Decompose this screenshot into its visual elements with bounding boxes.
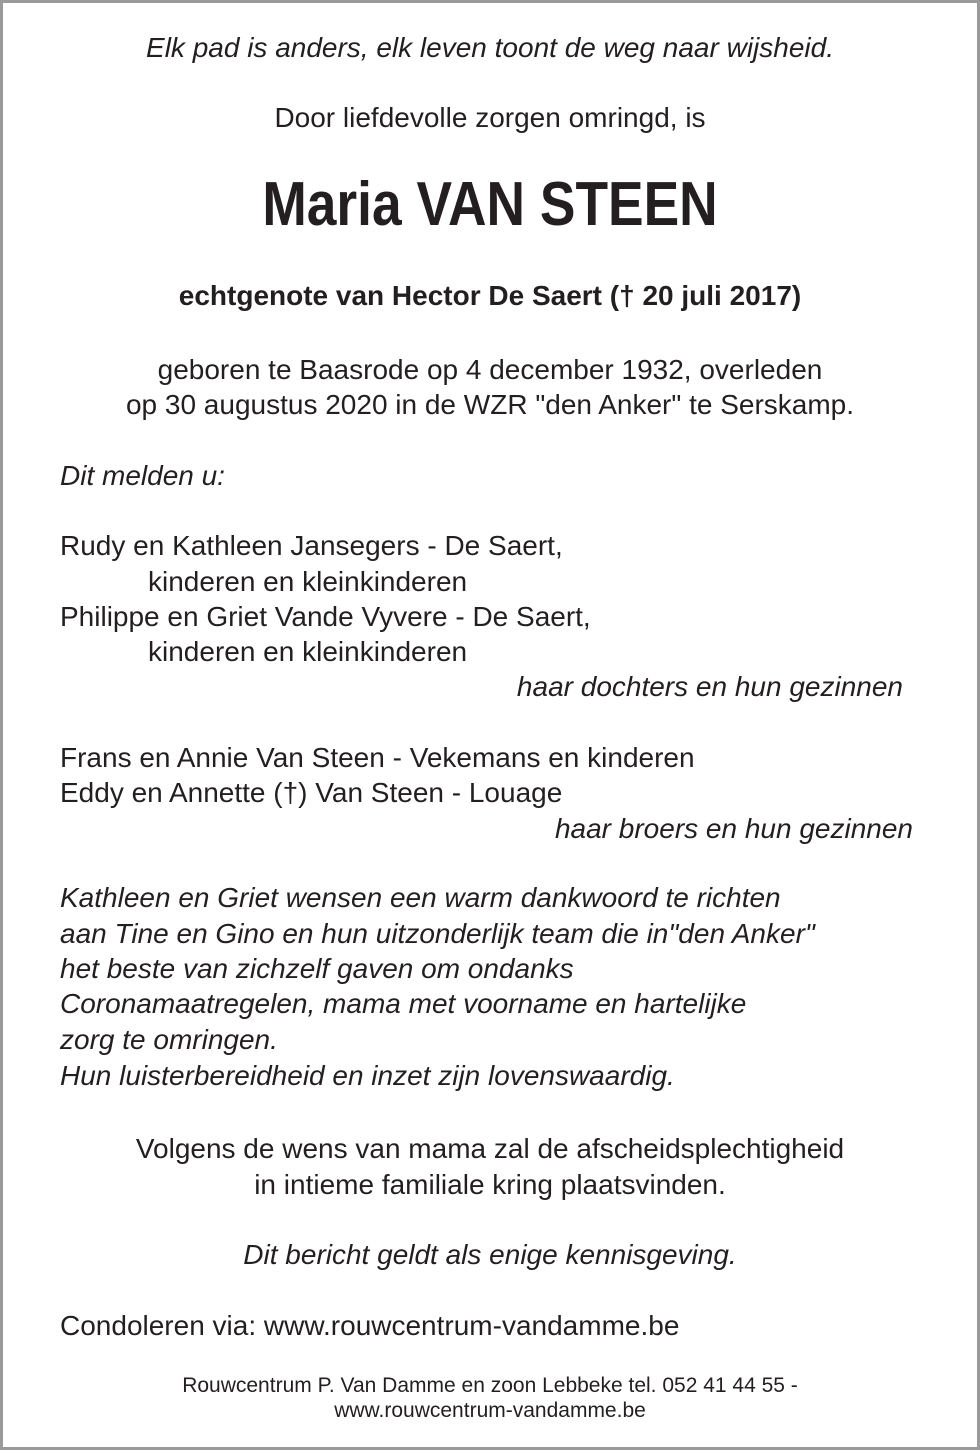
notice: Dit bericht geldt als enige kennisgeving. (243, 1239, 737, 1270)
death-line: op 30 augustus 2020 in de WZR "den Anker" te Serskamp. (125, 389, 855, 420)
ceremony-line: in intieme familiale kring plaatsvinden. (254, 1169, 726, 1200)
family-line: Eddy en Annette (†) Van Steen - Louage (60, 777, 563, 808)
spouse-line: echtgenote van Hector De Saert († 20 juli 2017) (178, 280, 802, 311)
ceremony-line: Volgens de wens van mama zal de afscheidsplechtigheid (135, 1133, 845, 1164)
thanks-line: Coronamaatregelen, mama met voorname en hartelijke (60, 988, 747, 1019)
intro: Door liefdevolle zorgen omringd, is (274, 102, 706, 133)
condolences: Condoleren via: www.rouwcentrum-vandamme.be (60, 1310, 680, 1341)
thanks-line: Hun luisterbereidheid en inzet zijn lovenswaardig. (60, 1060, 675, 1091)
brothers-relation: haar broers en hun gezinnen (554, 813, 913, 844)
motto: Elk pad is anders, elk leven toont de weg naar wijsheid. (146, 32, 834, 63)
family-line: kinderen en kleinkinderen (148, 636, 468, 667)
family-line: Rudy en Kathleen Jansegers - De Saert, (60, 530, 563, 561)
birth-line: geboren te Baasrode op 4 december 1932, overleden (157, 354, 823, 385)
family-line: Frans en Annie Van Steen - Vekemans en kinderen (60, 742, 695, 773)
thanks-line: aan Tine en Gino en hun uitzonderlijk team die in"den Anker" (60, 918, 815, 949)
family-line: Philippe en Griet Vande Vyvere - De Saert, (60, 601, 591, 632)
footer-website: www.rouwcentrum-vandamme.be (334, 1399, 646, 1422)
thanks-line: het beste van zichzelf gaven om ondanks (60, 953, 574, 984)
footer-line: Rouwcentrum P. Van Damme en zoon Lebbeke tel. 052 41 44 55 - (182, 1374, 798, 1397)
announce: Dit melden u: (60, 460, 225, 491)
daughters-relation: haar dochters en hun gezinnen (516, 671, 903, 702)
family-line: kinderen en kleinkinderen (148, 566, 468, 597)
deceased-name: Maria VAN STEEN (262, 170, 718, 239)
thanks-line: Kathleen en Griet wensen een warm dankwoord te richten (60, 882, 781, 913)
thanks-line: zorg te omringen. (60, 1024, 278, 1055)
